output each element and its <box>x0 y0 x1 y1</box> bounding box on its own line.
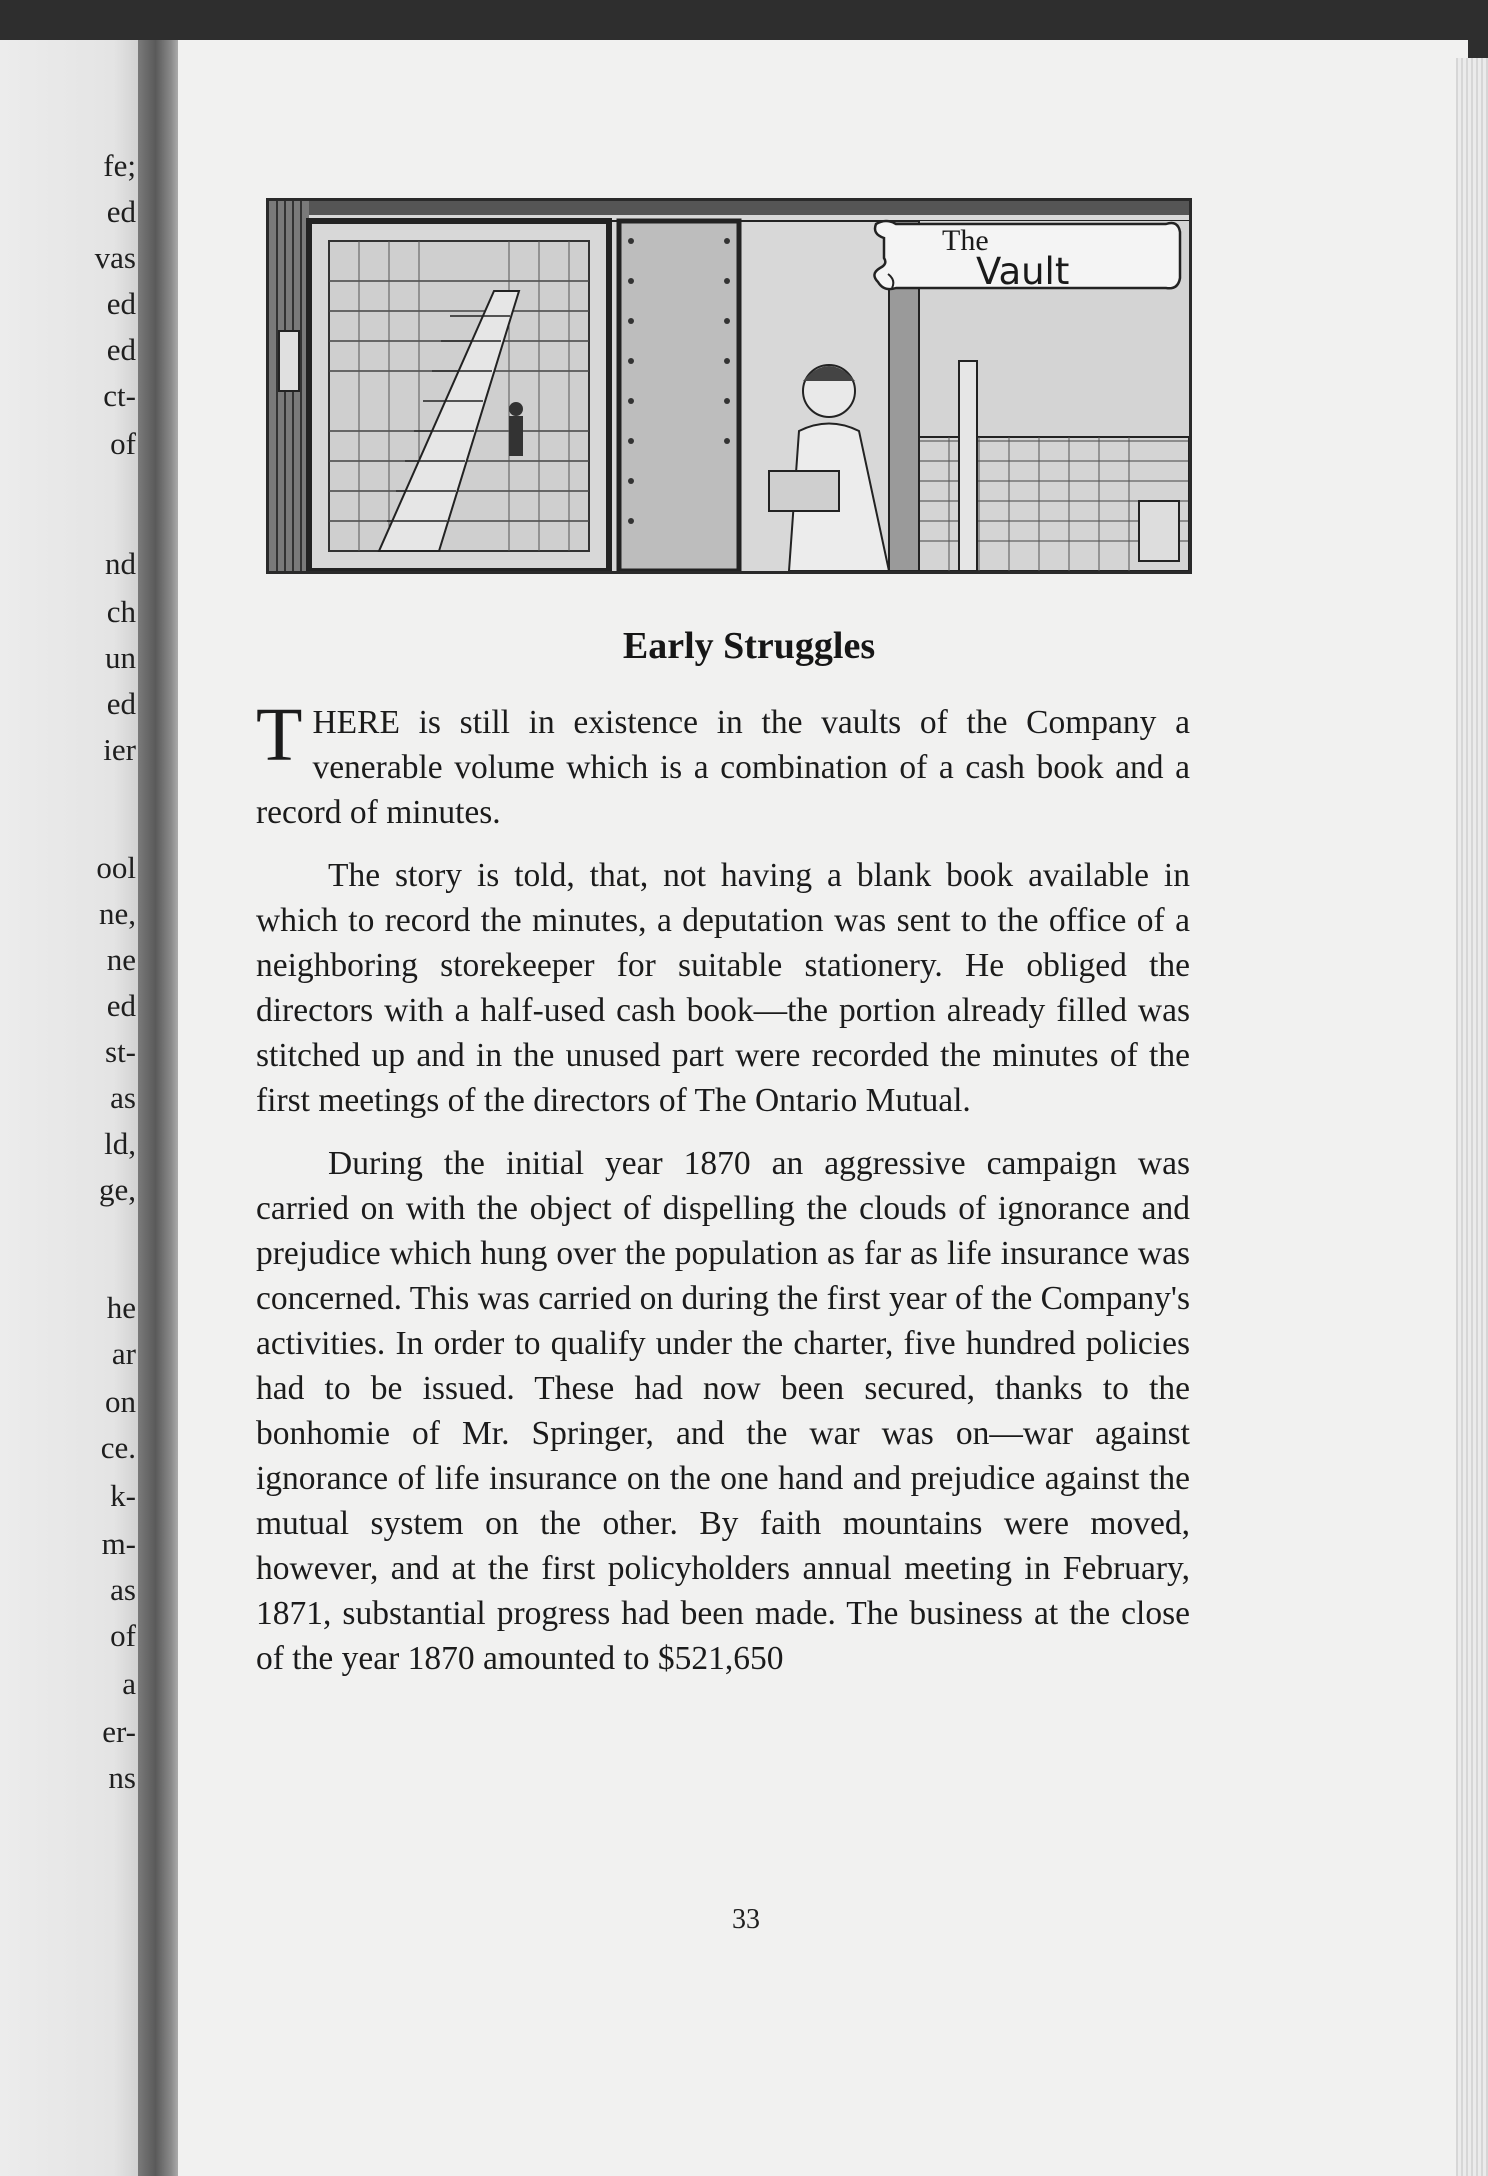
left-page-fragment: ed <box>106 332 136 367</box>
left-page-fragment: fe; <box>103 148 136 183</box>
left-page-fragment: ct- <box>103 378 136 413</box>
left-page-fragment: k- <box>110 1478 136 1513</box>
left-page-fragment: he <box>106 1290 136 1325</box>
left-page-fragment: er- <box>102 1714 136 1749</box>
left-page-fragment: ool <box>96 850 136 885</box>
left-page-fragment: ed <box>106 686 136 721</box>
left-page-fragment: ns <box>108 1760 136 1795</box>
paragraph-1 <box>256 693 1190 835</box>
left-page-fragment: ld, <box>104 1126 136 1161</box>
left-facing-page <box>0 40 142 2176</box>
left-page-fragment: a <box>122 1666 136 1701</box>
left-page-fragment: of <box>110 426 136 461</box>
left-page-fragment: ce. <box>100 1430 136 1465</box>
left-page-fragment: vas <box>94 240 136 275</box>
left-page-fragment: ier <box>103 732 136 767</box>
left-page-fragment: as <box>110 1080 136 1115</box>
page-number: 33 <box>732 1904 760 1935</box>
left-page-fragment: nd <box>105 546 136 581</box>
left-page-fragment: ge, <box>98 1172 136 1207</box>
paragraph-2: The story is told, that, not having a blank book available in which to record the minutes, a deputation was sent to the office of a neighboring storekeeper for suitable stationery. He obliged the directors with a half-used cash book—the portion already filled was stitched up and in the unused part were recorded the minutes of the first meetings of the directors of The Ontario Mutual. <box>256 857 1190 1119</box>
left-page-fragment: un <box>105 640 136 675</box>
left-page-fragment: m- <box>101 1526 136 1561</box>
drop-cap: T <box>256 693 303 777</box>
left-page-fragment: ed <box>106 286 136 321</box>
left-page-fragment: of <box>110 1618 136 1653</box>
left-page-fragment: st- <box>105 1034 136 1069</box>
vault-label-the: The <box>942 224 989 257</box>
paragraph-1-text: HERE is still in existence in the vaults of the Company a venerable volume which is a combination of a cash book and a record of minutes. <box>256 704 1190 831</box>
left-page-fragment: ne, <box>98 896 136 931</box>
book-gutter <box>138 40 182 2176</box>
vault-label: Vault <box>976 250 1070 293</box>
left-page-fragment: as <box>110 1572 136 1607</box>
left-page-fragment: ne <box>106 942 136 977</box>
left-page-fragment: ed <box>106 194 136 229</box>
page-edges <box>1456 58 1488 2176</box>
left-page-fragment: on <box>105 1384 136 1419</box>
chapter-heading: Early Struggles <box>622 625 876 667</box>
body-text <box>256 693 1190 1681</box>
left-page-fragment: ch <box>106 594 136 629</box>
left-page-fragment: ar <box>111 1336 136 1371</box>
paragraph-3: During the initial year 1870 an aggressive campaign was carried on with the object of dispelling the clouds of ignorance and prejudice which hung over the population as far as life insurance was concerned. This was carried on during the first year of the Company's activities. In order to qualify under the charter, five hundred policies had to be issued. These had now been secured, thanks to the bonhomie of Mr. Springer, and the war was on—war against ignorance of life insurance on the one hand and prejudice against the mutual system on the other. By faith mountains were moved, however, and at the first policyholders annual meeting in February, 1871, substantial progress had been made. The business at the close of the year 1870 amounted to $521,650 <box>256 1145 1190 1677</box>
left-page-fragment: ed <box>106 988 136 1023</box>
